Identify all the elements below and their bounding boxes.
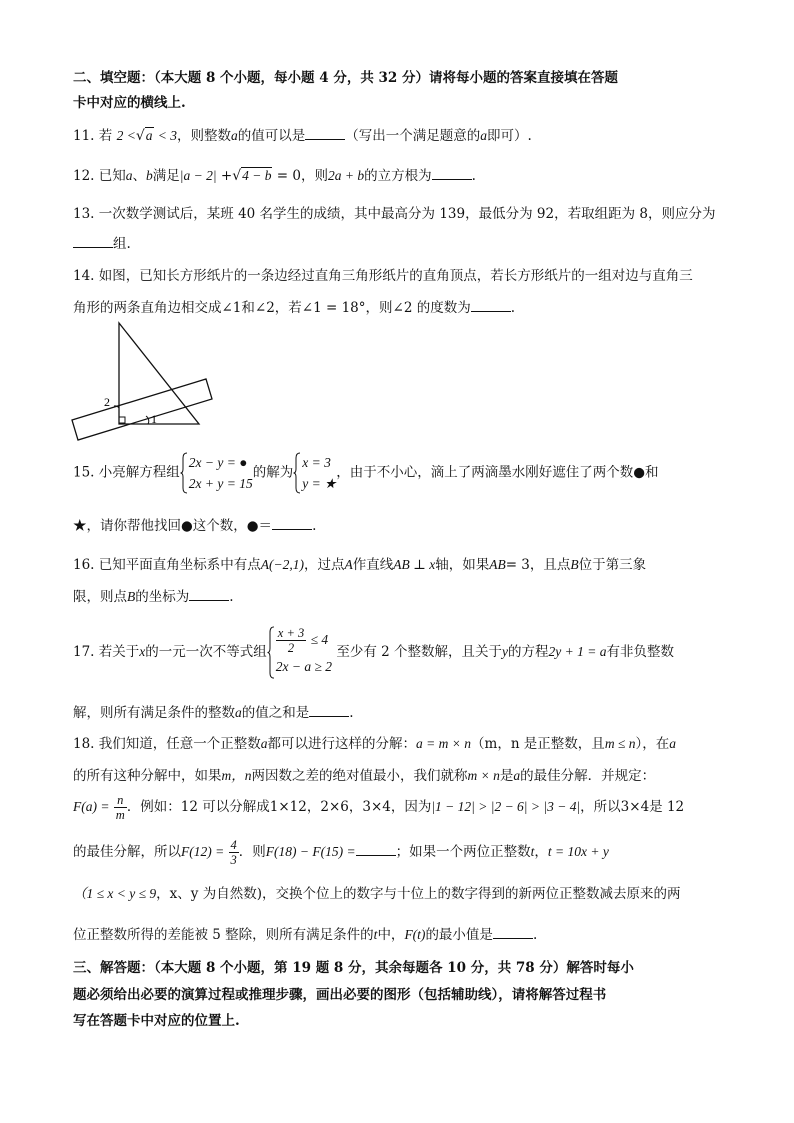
- answer-blank[interactable]: [73, 235, 113, 248]
- q18-text: ，所以3×4是 12: [580, 799, 685, 815]
- q18-text: 都可以进行这样的分解：: [267, 736, 417, 752]
- q12-abs: |a − 2|: [179, 168, 217, 183]
- answer-blank[interactable]: [356, 843, 396, 856]
- q17-text: 若关于: [98, 644, 140, 660]
- question-number: 12.: [73, 168, 95, 184]
- q12-text: 已知: [98, 168, 126, 184]
- q18-t-eq: t = 10x + y: [547, 844, 609, 859]
- q11-text: 的值可以是: [237, 128, 306, 144]
- q11-math-left: 2 <: [116, 128, 136, 143]
- q16-text: 轴，如果: [435, 557, 490, 573]
- q16-ab: AB: [489, 557, 506, 572]
- q14-text: 如图，已知长方形纸片的一条边经过直角三角形纸片的直角顶点，若长方形纸片的一组对边与直角三: [98, 268, 693, 284]
- question-15-line1: [73, 452, 659, 494]
- q12-text: 满足: [152, 168, 180, 184]
- q18-text: ），在: [635, 736, 670, 752]
- q17-text: 解，则所有满足条件的整数: [73, 705, 235, 721]
- fraction-numerator: n: [114, 793, 127, 808]
- q17-text: 的方程: [508, 644, 549, 660]
- section-solve-title-line3: 写在答题卡中对应的位置上.: [73, 1013, 240, 1029]
- q15-solution-system: [293, 452, 336, 494]
- question-17-line2: [73, 701, 354, 721]
- rectangle-strip: [72, 379, 212, 440]
- question-number: 16.: [73, 557, 95, 573]
- answer-blank[interactable]: [305, 127, 345, 140]
- section-fill-title-line1: 二、填空题：（本大题 8 个小题，每小题 4 分，共 32 分）请将每小题的答案直接填在答题: [73, 70, 619, 86]
- q16-var-b: B: [127, 589, 136, 604]
- q18-abs: |1 − 12| > |2 − 6| > |3 − 4|: [431, 799, 581, 814]
- q16-point-a: A(−2,1): [260, 557, 305, 572]
- question-17-line1: [73, 626, 674, 679]
- q15-eq2: 2x + y = 15: [188, 476, 253, 491]
- q11-text: 即可）.: [487, 128, 532, 144]
- question-14-line1: [73, 264, 693, 284]
- q18-var-a: a: [513, 768, 521, 783]
- section-fill-title-line2: 卡中对应的横线上.: [73, 95, 186, 111]
- q11-text: ，则整数: [177, 128, 232, 144]
- q13-text: 一次数学测试后，某班 40 名学生的成绩，其中最高分为 139，最低分为 92，若取组距为 8，则应分为: [98, 206, 716, 222]
- q18-text: 的最佳分解，所以: [73, 844, 181, 860]
- q14-figure: [68, 320, 218, 442]
- q18-expr: F(18) − F(15) =: [265, 844, 356, 859]
- question-18-line6: [73, 923, 537, 943]
- q18-text: ．则: [238, 844, 266, 860]
- fraction-denominator: 3: [230, 853, 237, 867]
- fraction-denominator: 2: [287, 641, 295, 655]
- q18-var-a: a: [669, 736, 676, 751]
- answer-blank[interactable]: [189, 588, 229, 601]
- q15-sol2: y = ★: [302, 476, 337, 491]
- q18-cond: m ≤ n: [604, 736, 636, 751]
- q18-text: .: [532, 927, 538, 943]
- q14-text: 角形的两条直角边相交成∠1和∠2，若∠1 = 18°，则∠2 的度数为: [73, 300, 471, 316]
- q18-text: 的所有这种分解中，如果: [73, 768, 222, 784]
- section-solve-title-line2: 题必须给出必要的演算过程或推理步骤，画出必要的图形（包括辅助线），请将解答过程书: [73, 987, 607, 1003]
- question-13-line2: [73, 232, 131, 252]
- q18-text: 位正整数所得的差能被 5 整除，则所有满足条件的: [73, 927, 374, 943]
- q18-var-a: a: [260, 736, 268, 751]
- q17-var-x: x: [139, 644, 146, 659]
- answer-blank[interactable]: [309, 704, 349, 717]
- q12-text: 、: [132, 168, 147, 184]
- q16-var-b: B: [570, 557, 579, 572]
- q18-text: 中，: [377, 927, 405, 943]
- q18-fraction-43: [229, 838, 239, 867]
- q15-text: 的解为: [252, 464, 294, 481]
- q11-text: （写出一个满足题意的: [345, 128, 481, 144]
- q17-ineq1-rest: ≤ 4: [310, 632, 329, 647]
- answer-blank[interactable]: [272, 517, 312, 530]
- q18-f-def: F(a) =: [73, 799, 110, 814]
- question-18-line3: [73, 793, 684, 822]
- q18-eq: a = m × n: [416, 736, 472, 751]
- q18-text: 是: [499, 768, 514, 784]
- q18-range: （1 ≤ x < y ≤ 9: [73, 886, 157, 901]
- q18-text: 的最佳分解．并规定：: [520, 768, 656, 784]
- q16-text: .: [229, 589, 234, 605]
- q14-text: .: [510, 300, 516, 316]
- q12-plus: +: [220, 168, 233, 184]
- q15-eq1: 2x − y = ●: [188, 455, 248, 470]
- q12-var-a: a: [125, 168, 133, 183]
- brace-icon: [267, 626, 275, 679]
- q17-text: 至少有 2 个整数解，且关于: [336, 644, 503, 660]
- brace-icon: [180, 452, 188, 494]
- q17-text: 有非负整数: [606, 644, 674, 660]
- q18-text: 我们知道，任意一个正整数: [98, 736, 261, 752]
- question-18-line2: [73, 764, 655, 784]
- fraction-denominator: m: [115, 808, 125, 822]
- section-solve-title-line1: 三、解答题：（本大题 8 个小题，第 19 题 8 分，其余每题各 10 分，共 78 分）解答时每小: [73, 960, 634, 976]
- question-18-line5: [73, 882, 680, 902]
- q16-line: AB ⊥ x: [393, 557, 436, 572]
- question-11: 11. 若 2 <√a < 3，则整数a的值可以是 （写出一个满足题意的a即可）.: [73, 128, 532, 144]
- q18-text: ，x、y 为自然数)，交换个位上的数字与十位上的数字得到的新两位正整数减去原来的两: [156, 886, 681, 902]
- q18-var-t: t: [373, 927, 378, 942]
- angle-label-2: 2: [104, 395, 110, 409]
- question-number: 14.: [73, 268, 95, 284]
- q17-fraction: [276, 626, 306, 655]
- q16-text: 的坐标为: [135, 589, 190, 605]
- question-number: 11.: [73, 128, 95, 144]
- q16-var-a: A: [344, 557, 353, 572]
- q11-math-right: < 3: [157, 128, 178, 143]
- q15-text: 小亮解方程组: [98, 464, 180, 481]
- q16-text: ，过点: [304, 557, 345, 573]
- fraction-numerator: x + 3: [277, 626, 305, 640]
- answer-blank[interactable]: [493, 926, 533, 939]
- fraction-numerator: 4: [230, 838, 237, 852]
- q12-expr: 2a + b: [327, 168, 365, 183]
- q17-text: 的值之和是: [241, 705, 310, 721]
- q16-text: = 3，且点: [505, 557, 571, 573]
- q18-fraction-nm: [114, 793, 127, 822]
- q17-equation: 2y + 1 = a: [548, 644, 607, 659]
- q11-radicand: a: [145, 128, 153, 143]
- question-16-line2: [73, 585, 234, 605]
- q18-var-t: t: [530, 844, 535, 859]
- q18-text: 两因数之差的绝对值最小，我们就称: [251, 768, 468, 784]
- question-number: 18.: [73, 736, 95, 752]
- question-14-line2: [73, 296, 515, 316]
- q12-text: 的立方根为: [364, 168, 432, 184]
- q16-text: 作直线: [352, 557, 394, 573]
- question-16-line1: [73, 553, 646, 573]
- q12-eq: = 0: [276, 168, 301, 184]
- q17-var-y: y: [502, 644, 509, 659]
- question-12: 12. 已知a、b满足|a − 2| +√4 − b = 0，则2a + b的立方根为 .: [73, 168, 476, 184]
- q13-text: 组.: [113, 236, 131, 252]
- answer-blank[interactable]: [432, 167, 472, 180]
- q12-text: .: [471, 168, 476, 184]
- q18-text: ，: [534, 844, 548, 860]
- q11-var: a: [231, 128, 238, 143]
- question-18-line1: [73, 732, 676, 752]
- q11-var: a: [480, 128, 488, 143]
- q18-text: 的最小值是: [425, 927, 493, 943]
- q15-text: .: [312, 518, 317, 534]
- q16-text: 已知平面直角坐标系中有点: [98, 557, 261, 573]
- q15-text: ★，请你帮他找回●这个数，●＝: [73, 518, 273, 534]
- brace-icon: [293, 452, 301, 494]
- q18-f12: F(12) =: [181, 844, 225, 859]
- q17-ineq2: 2x − a ≥ 2: [275, 659, 333, 674]
- question-18-line4: [73, 838, 609, 867]
- question-number: 15.: [73, 464, 95, 481]
- question-number: 13.: [73, 206, 95, 222]
- q18-text: （m，n 是正整数，且: [471, 736, 605, 752]
- q18-prod: m × n: [467, 768, 500, 783]
- q11-text: 若: [98, 128, 113, 144]
- q18-ft: F(t): [404, 927, 426, 942]
- answer-blank[interactable]: [471, 299, 511, 312]
- q17-inequality-system: [267, 626, 332, 679]
- q17-text: 的一元一次不等式组: [145, 644, 267, 660]
- q17-ineq1: [276, 626, 332, 655]
- question-13-line1: [73, 202, 715, 222]
- q18-mn: m，n: [221, 768, 252, 783]
- q17-text: .: [349, 705, 354, 721]
- q18-text: ．例如：12 可以分解成1×12，2×6，3×4，因为: [126, 799, 432, 815]
- q12-radicand: 4 − b: [242, 168, 272, 183]
- q15-text: ，由于不小心，滴上了两滴墨水刚好遮住了两个数●和: [336, 464, 659, 481]
- q16-text: 限，则点: [73, 589, 127, 605]
- q15-sol1: x = 3: [302, 455, 331, 470]
- question-15-line2: [73, 514, 316, 534]
- q16-text: 位于第三象: [578, 557, 647, 573]
- q15-equation-system: [180, 452, 253, 494]
- q12-text: ，则: [300, 168, 328, 184]
- q17-var-a: a: [235, 705, 242, 720]
- q12-var-b: b: [146, 168, 153, 183]
- question-number: 17.: [73, 644, 95, 660]
- angle-label-1: 1: [151, 412, 157, 426]
- q18-text: ；如果一个两位正整数: [395, 844, 531, 860]
